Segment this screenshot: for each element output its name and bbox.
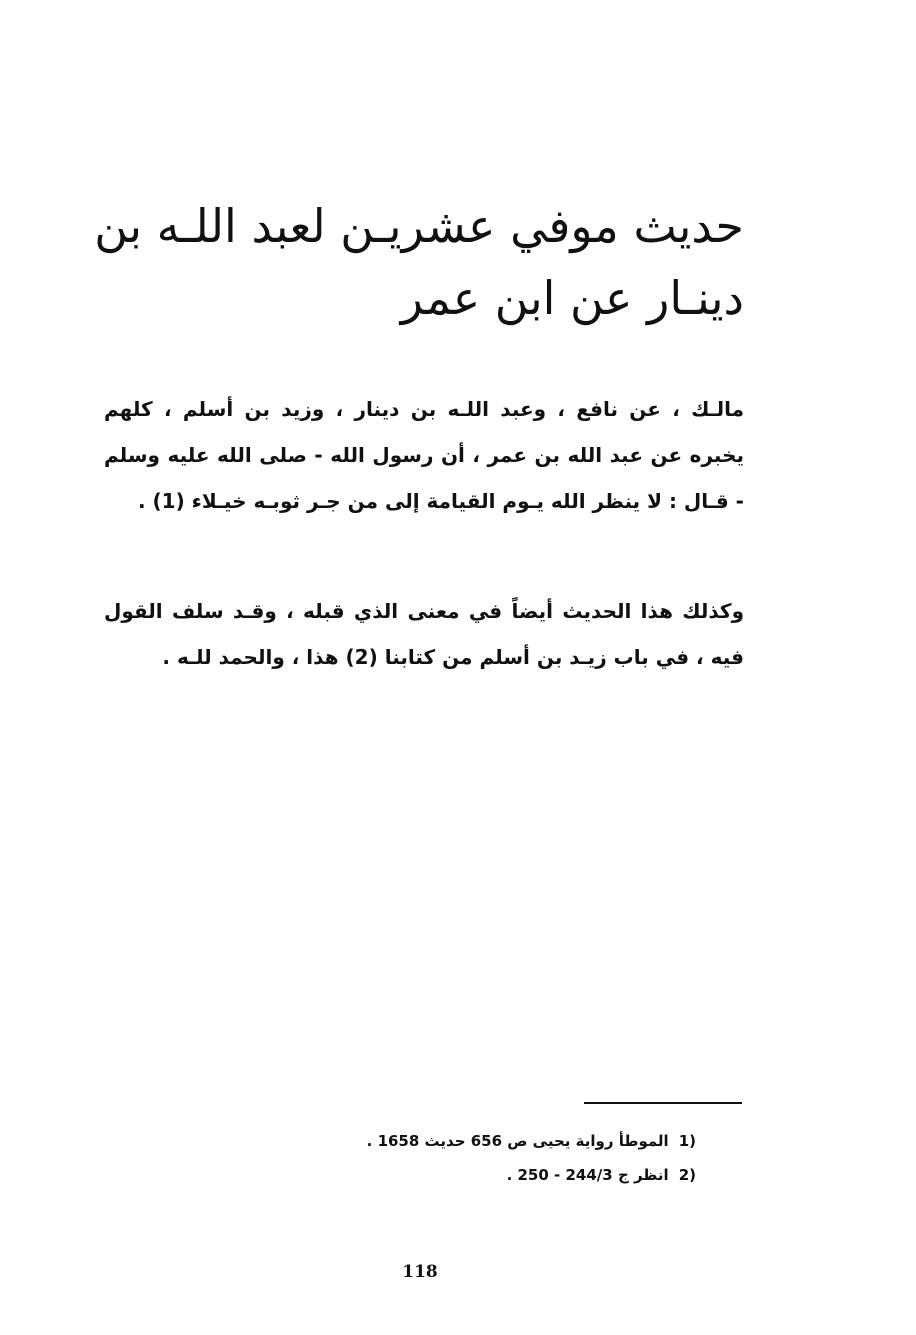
footnote-divider [584,1102,742,1104]
footnote-text: انظر ج 244/3 - 250 . [506,1166,669,1184]
footnote-item [256,1124,696,1158]
footnote-item [256,1158,696,1192]
page-number: 118 [402,1262,438,1282]
footnote-text: الموطأ رواية يحيى ص 656 حديث 1658 . [366,1132,669,1150]
chapter-title [94,190,744,334]
footnote-number: (2 [678,1166,696,1184]
chapter-title-line-2: دينـار عن ابن عمر [400,271,744,325]
body-paragraph-hadith: مالـك ، عن نافع ، وعبد اللـه بن دينار ، وزيد بن أسلم ، كلهم يخبره عن عبد الله بن عمر ، أن رسول الله - صلى الله عليه وسلم - قـال : لا ينظر الله يـوم القيامة إلى من جـر ثوبـه خيـلاء (1) . [104,397,744,513]
footnotes-list [256,1124,696,1192]
footnote-number: (1 [678,1132,696,1150]
chapter-title-line-1: حديث موفي عشريـن لعبد اللـه بن [94,199,744,253]
body-paragraph-commentary: وكذلك هذا الحديث أيضاً في معنى الذي قبله ، وقـد سلف القول فيه ، في باب زيـد بن أسلم من كتابنا (2) هذا ، والحمد للـه . [104,599,744,669]
